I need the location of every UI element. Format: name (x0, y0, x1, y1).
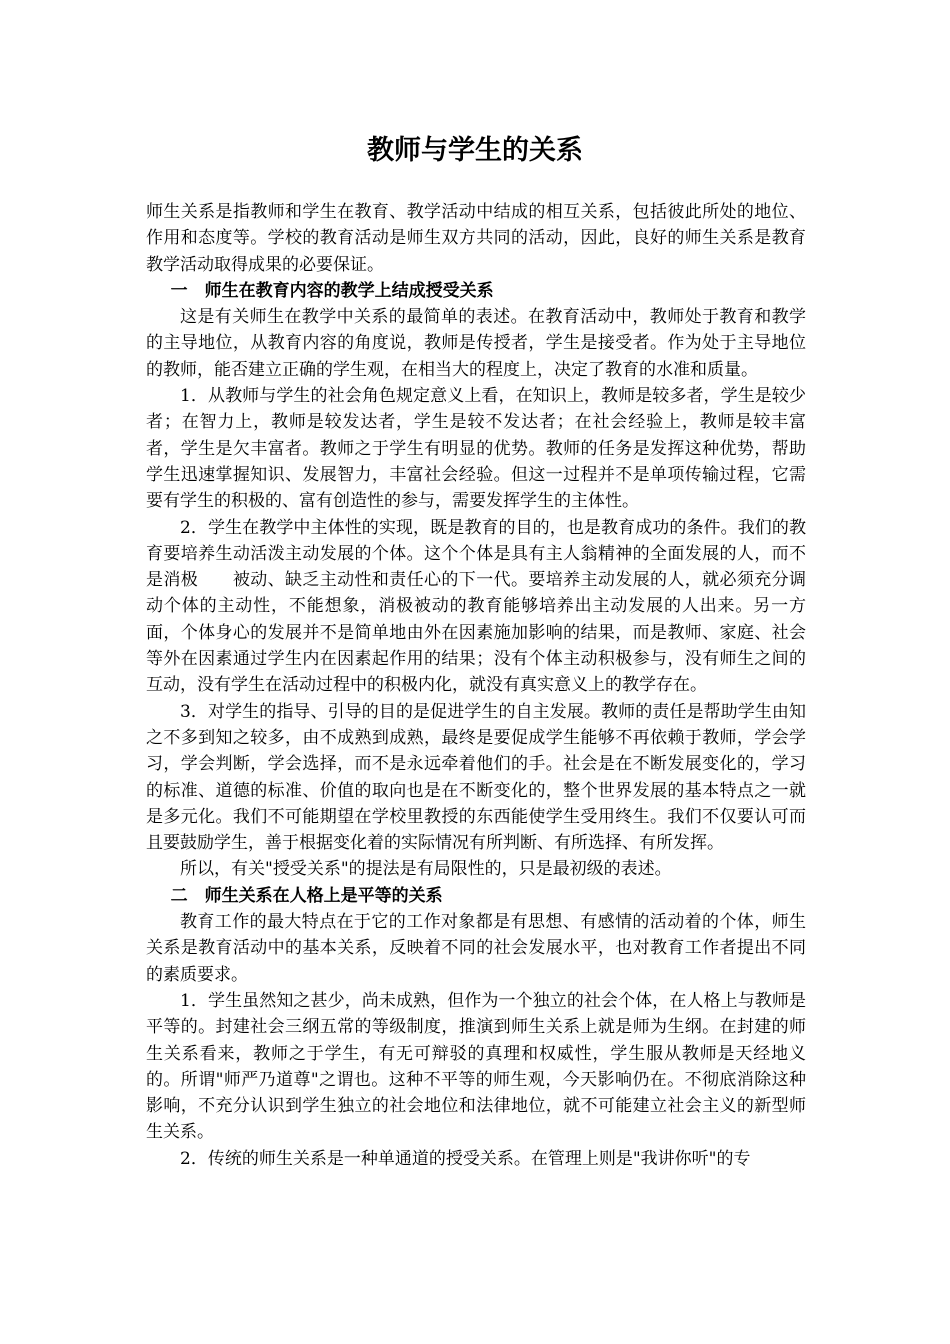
body-paragraph: 3．对学生的指导、引导的目的是促进学生的自主发展。教师的责任是帮助学生由知之不多到知之较多，由不成熟到成熟，最终是要促成学生能够不再依赖于教师，学会学习，学会判断，学会选择，而不是永远牵着他们的手。社会是在不断发展变化的，学习的标准、道德的标准、价值的取向也是在不断变化的，整个世界发展的基本特点之一就是多元化。我们不可能期望在学校里教授的东西能使学生受用终生。我们不仅要认可而且要鼓励学生，善于根据变化着的实际情况有所判断、有所选择、有所发挥。 (146, 701, 806, 854)
section-heading-1: 一 师生在教育内容的教学上结成授受关系 (170, 280, 494, 301)
document-title: 教师与学生的关系 (367, 135, 583, 166)
body-paragraph: 这是有关师生在教学中关系的最简单的表述。在教育活动中，教师处于教育和教学的主导地位，从教育内容的角度说，教师是传授者，学生是接受者。作为处于主导地位的教师，能否建立正确的学生观，在相当大的程度上，决定了教育的水准和质量。 (146, 307, 806, 380)
section-heading-2: 二 师生关系在人格上是平等的关系 (170, 885, 443, 906)
body-paragraph: 1．从教师与学生的社会角色规定意义上看，在知识上，教师是较多者，学生是较少者；在智力上，教师是较发达者，学生是较不发达者；在社会经验上，教师是较丰富者，学生是欠丰富者。教师之于学生有明显的优势。教师的任务是发挥这种优势，帮助学生迅速掌握知识、发展智力，丰富社会经验。但这一过程并不是单项传输过程，它需要有学生的积极的、富有创造性的参与，需要发挥学生的主体性。 (146, 386, 806, 512)
body-paragraph: 教育工作的最大特点在于它的工作对象都是有思想、有感情的活动着的个体，师生关系是教育活动中的基本关系，反映着不同的社会发展水平，也对教育工作者提出不同的素质要求。 (146, 912, 806, 985)
document-body (146, 199, 806, 1172)
body-paragraph: 2．传统的师生关系是一种单通道的授受关系。在管理上则是"我讲你听"的专 (180, 1148, 751, 1169)
body-paragraph: 所以，有关"授受关系"的提法是有局限性的，只是最初级的表述。 (180, 859, 672, 880)
body-paragraph: 2．学生在教学中主体性的实现，既是教育的目的，也是教育成功的条件。我们的教育要培养生动活泼主动发展的个体。这个个体是具有主人翁精神的全面发展的人，而不是消极 被动、缺乏主动性和责任心的下一代。要培养主动发展的人，就必须充分调动个体的主动性，不能想象，消极被动的教育能够培养出主动发展的人出来。另一方面，个体身心的发展并不是简单地由外在因素施加影响的结果，而是教师、家庭、社会等外在因素通过学生内在因素起作用的结果；没有个体主动积极参与，没有师生之间的互动，没有学生在活动过程中的积极内化，就没有真实意义上的教学存在。 (146, 517, 806, 696)
body-paragraph: 1．学生虽然知之甚少，尚未成熟，但作为一个独立的社会个体，在人格上与教师是平等的。封建社会三纲五常的等级制度，推演到师生关系上就是师为生纲。在封建的师生关系看来，教师之于学生，有无可辩驳的真理和权威性，学生服从教师是天经地义的。所谓"师严乃道尊"之谓也。这种不平等的师生观，今天影响仍在。不彻底消除这种影响，不充分认识到学生独立的社会地位和法律地位，就不可能建立社会主义的新型师生关系。 (146, 990, 806, 1143)
intro-paragraph: 师生关系是指教师和学生在教育、教学活动中结成的相互关系，包括彼此所处的地位、作用和态度等。学校的教育活动是师生双方共同的活动，因此，良好的师生关系是教育教学活动取得成果的必要保证。 (146, 202, 806, 275)
